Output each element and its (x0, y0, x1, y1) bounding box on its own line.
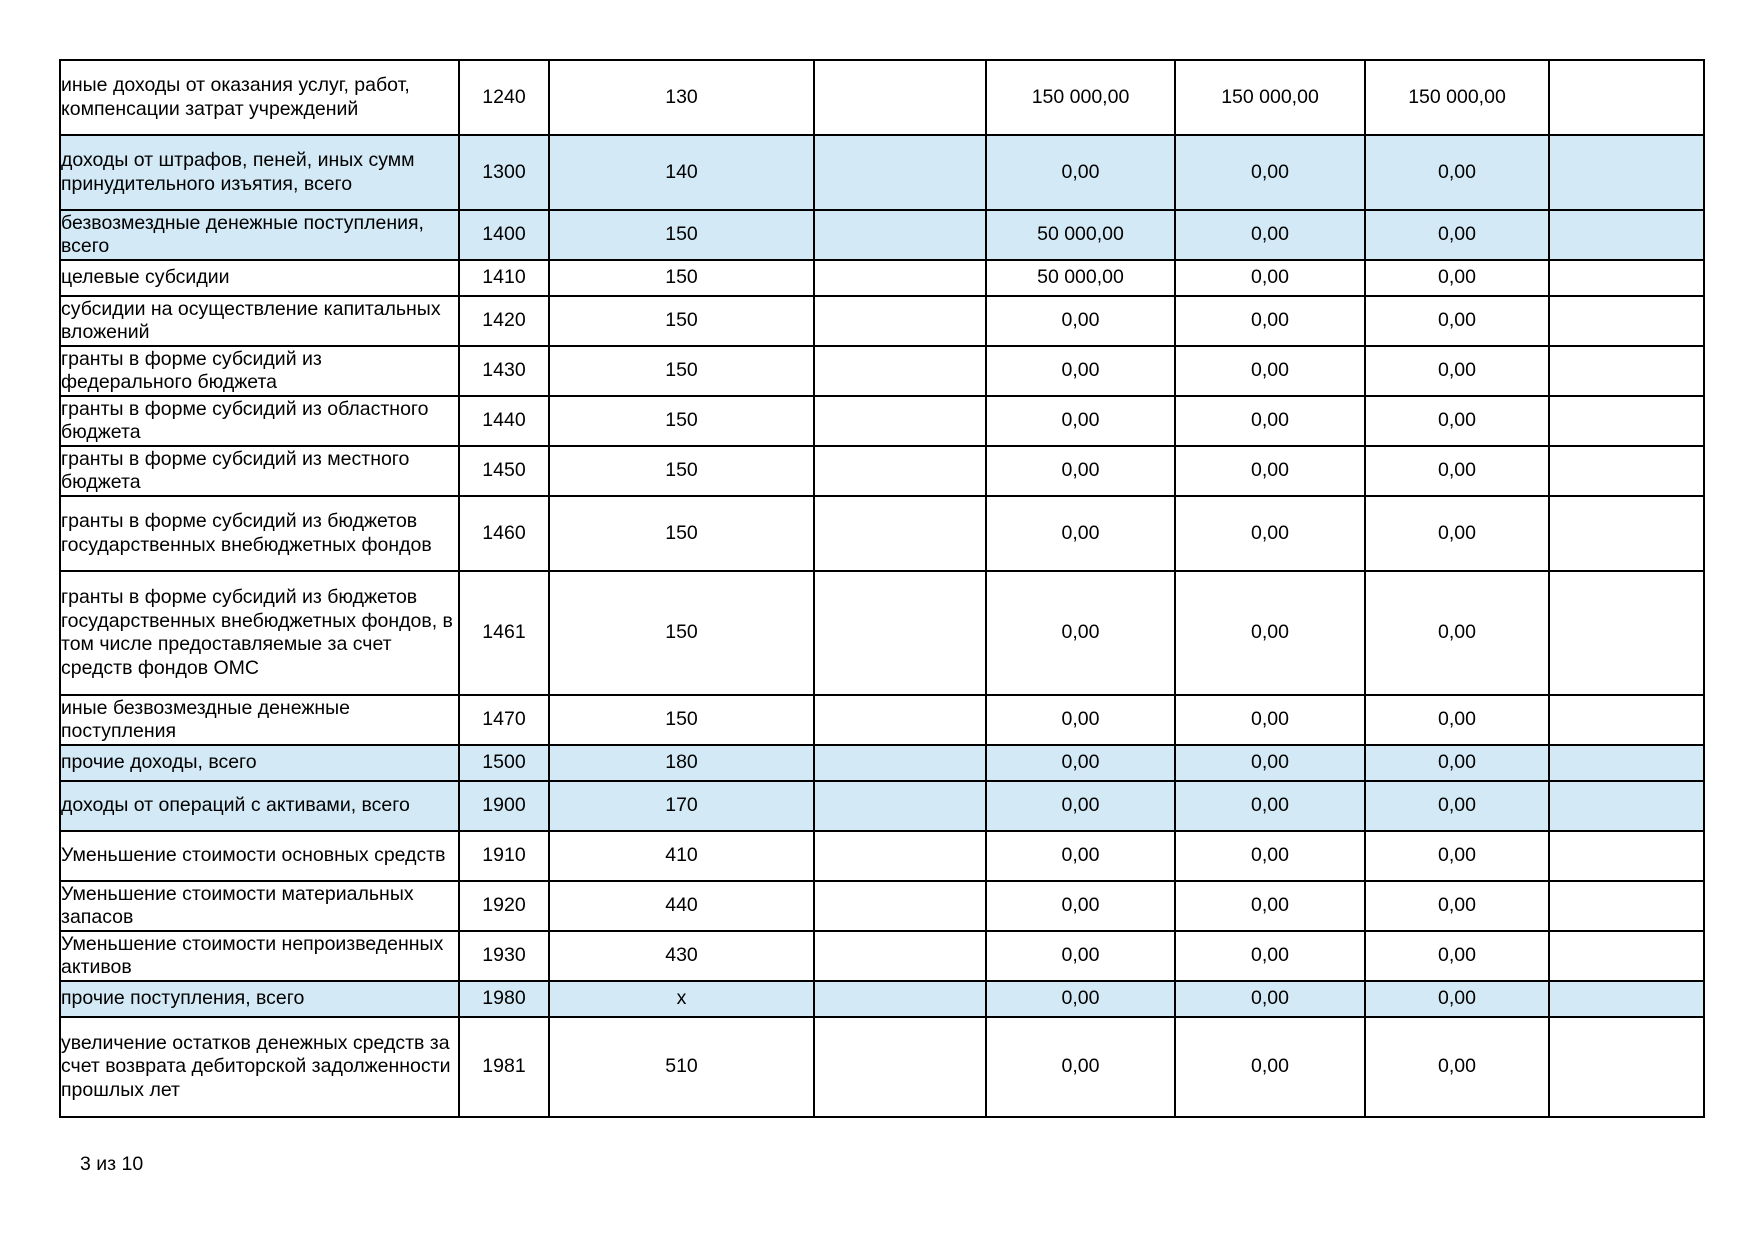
item-name-cell: доходы от операций с активами, всего (60, 781, 459, 831)
amount-cell: 0,00 (1175, 571, 1365, 695)
table-row (60, 210, 1704, 260)
amount-cell: 0,00 (1175, 396, 1365, 446)
table-row (60, 396, 1704, 446)
kbk-code-cell: 150 (549, 396, 814, 446)
item-name-cell: увеличение остатков денежных средств за счет возврата дебиторской задолженности прошлых лет (60, 1017, 459, 1117)
line-code-cell: 1980 (459, 981, 549, 1017)
empty-cell (1549, 296, 1704, 346)
amount-cell: 0,00 (986, 446, 1175, 496)
item-name-cell: Уменьшение стоимости непроизведенных активов (60, 931, 459, 981)
amount-cell: 0,00 (986, 881, 1175, 931)
amount-cell: 0,00 (986, 396, 1175, 446)
amount-cell: 0,00 (1365, 931, 1549, 981)
empty-cell (1549, 931, 1704, 981)
empty-cell (1549, 260, 1704, 296)
amount-cell: 150 000,00 (1175, 60, 1365, 135)
empty-cell (1549, 346, 1704, 396)
kbk-code-cell: 150 (549, 210, 814, 260)
amount-cell: 0,00 (1175, 781, 1365, 831)
empty-cell (1549, 496, 1704, 571)
table-row (60, 446, 1704, 496)
line-code-cell: 1420 (459, 296, 549, 346)
amount-cell: 0,00 (1365, 210, 1549, 260)
amount-cell: 0,00 (1365, 695, 1549, 745)
amount-cell: 0,00 (1175, 931, 1365, 981)
kbk-code-cell: 150 (549, 346, 814, 396)
amount-cell: 0,00 (1365, 396, 1549, 446)
empty-cell (814, 745, 986, 781)
table-row (60, 745, 1704, 781)
kbk-code-cell: 150 (549, 571, 814, 695)
amount-cell: 0,00 (1365, 745, 1549, 781)
amount-cell: 0,00 (986, 781, 1175, 831)
income-report-table (59, 59, 1705, 1118)
item-name-cell: гранты в форме субсидий из областного бюджета (60, 396, 459, 446)
amount-cell: 0,00 (1365, 296, 1549, 346)
amount-cell: 0,00 (1175, 1017, 1365, 1117)
amount-cell: 0,00 (1175, 881, 1365, 931)
amount-cell: 0,00 (986, 346, 1175, 396)
empty-cell (814, 981, 986, 1017)
line-code-cell: 1910 (459, 831, 549, 881)
empty-cell (814, 396, 986, 446)
amount-cell: 0,00 (1175, 446, 1365, 496)
item-name-cell: гранты в форме субсидий из федерального бюджета (60, 346, 459, 396)
table-body (60, 60, 1704, 1117)
table-row (60, 1017, 1704, 1117)
amount-cell: 150 000,00 (1365, 60, 1549, 135)
amount-cell: 0,00 (1365, 571, 1549, 695)
empty-cell (1549, 396, 1704, 446)
amount-cell: 0,00 (1365, 135, 1549, 210)
item-name-cell: доходы от штрафов, пеней, иных сумм принудительного изъятия, всего (60, 135, 459, 210)
amount-cell: 0,00 (1365, 346, 1549, 396)
empty-cell (814, 346, 986, 396)
amount-cell: 0,00 (1175, 695, 1365, 745)
item-name-cell: гранты в форме субсидий из местного бюджета (60, 446, 459, 496)
line-code-cell: 1461 (459, 571, 549, 695)
amount-cell: 0,00 (1175, 496, 1365, 571)
item-name-cell: субсидии на осуществление капитальных вложений (60, 296, 459, 346)
empty-cell (814, 260, 986, 296)
amount-cell: 0,00 (1175, 210, 1365, 260)
empty-cell (814, 695, 986, 745)
amount-cell: 0,00 (1175, 135, 1365, 210)
line-code-cell: 1930 (459, 931, 549, 981)
amount-cell: 50 000,00 (986, 210, 1175, 260)
item-name-cell: гранты в форме субсидий из бюджетов государственных внебюджетных фондов, в том числе предоставляемые за счет средств фондов ОМС (60, 571, 459, 695)
empty-cell (1549, 831, 1704, 881)
table-row (60, 831, 1704, 881)
amount-cell: 0,00 (986, 831, 1175, 881)
table-row (60, 135, 1704, 210)
item-name-cell: прочие доходы, всего (60, 745, 459, 781)
table-row (60, 346, 1704, 396)
amount-cell: 0,00 (1365, 881, 1549, 931)
amount-cell: 0,00 (1175, 981, 1365, 1017)
amount-cell: 0,00 (986, 571, 1175, 695)
kbk-code-cell: 430 (549, 931, 814, 981)
empty-cell (1549, 446, 1704, 496)
table-row (60, 781, 1704, 831)
kbk-code-cell: 130 (549, 60, 814, 135)
amount-cell: 0,00 (1365, 446, 1549, 496)
item-name-cell: иные доходы от оказания услуг, работ, компенсации затрат учреждений (60, 60, 459, 135)
line-code-cell: 1410 (459, 260, 549, 296)
empty-cell (1549, 695, 1704, 745)
amount-cell: 0,00 (1175, 346, 1365, 396)
empty-cell (814, 931, 986, 981)
amount-cell: 0,00 (986, 496, 1175, 571)
amount-cell: 0,00 (1175, 296, 1365, 346)
amount-cell: 0,00 (986, 1017, 1175, 1117)
kbk-code-cell: 410 (549, 831, 814, 881)
item-name-cell: Уменьшение стоимости основных средств (60, 831, 459, 881)
kbk-code-cell: x (549, 981, 814, 1017)
empty-cell (1549, 135, 1704, 210)
kbk-code-cell: 150 (549, 695, 814, 745)
kbk-code-cell: 180 (549, 745, 814, 781)
line-code-cell: 1240 (459, 60, 549, 135)
empty-cell (1549, 781, 1704, 831)
empty-cell (1549, 571, 1704, 695)
table-row (60, 571, 1704, 695)
kbk-code-cell: 170 (549, 781, 814, 831)
amount-cell: 0,00 (1175, 260, 1365, 296)
empty-cell (1549, 60, 1704, 135)
table-row (60, 496, 1704, 571)
amount-cell: 0,00 (986, 296, 1175, 346)
kbk-code-cell: 510 (549, 1017, 814, 1117)
line-code-cell: 1920 (459, 881, 549, 931)
line-code-cell: 1981 (459, 1017, 549, 1117)
table-row (60, 296, 1704, 346)
empty-cell (1549, 1017, 1704, 1117)
page-counter: 3 из 10 (80, 1153, 144, 1175)
amount-cell: 0,00 (1365, 781, 1549, 831)
empty-cell (814, 1017, 986, 1117)
line-code-cell: 1470 (459, 695, 549, 745)
empty-cell (1549, 981, 1704, 1017)
line-code-cell: 1460 (459, 496, 549, 571)
amount-cell: 0,00 (1175, 745, 1365, 781)
table-row (60, 881, 1704, 931)
table-row (60, 695, 1704, 745)
amount-cell: 0,00 (1365, 260, 1549, 296)
item-name-cell: целевые субсидии (60, 260, 459, 296)
kbk-code-cell: 150 (549, 296, 814, 346)
line-code-cell: 1450 (459, 446, 549, 496)
item-name-cell: прочие поступления, всего (60, 981, 459, 1017)
empty-cell (1549, 745, 1704, 781)
amount-cell: 0,00 (1365, 981, 1549, 1017)
empty-cell (814, 496, 986, 571)
amount-cell: 0,00 (1365, 496, 1549, 571)
line-code-cell: 1400 (459, 210, 549, 260)
empty-cell (814, 881, 986, 931)
kbk-code-cell: 150 (549, 446, 814, 496)
empty-cell (814, 210, 986, 260)
empty-cell (814, 571, 986, 695)
empty-cell (814, 60, 986, 135)
line-code-cell: 1900 (459, 781, 549, 831)
kbk-code-cell: 150 (549, 496, 814, 571)
table-row (60, 931, 1704, 981)
table-row (60, 60, 1704, 135)
item-name-cell: Уменьшение стоимости материальных запасов (60, 881, 459, 931)
line-code-cell: 1300 (459, 135, 549, 210)
empty-cell (814, 296, 986, 346)
amount-cell: 0,00 (1365, 831, 1549, 881)
empty-cell (814, 831, 986, 881)
line-code-cell: 1500 (459, 745, 549, 781)
amount-cell: 0,00 (986, 931, 1175, 981)
empty-cell (1549, 881, 1704, 931)
kbk-code-cell: 150 (549, 260, 814, 296)
item-name-cell: безвозмездные денежные поступления, всего (60, 210, 459, 260)
table-row (60, 260, 1704, 296)
amount-cell: 0,00 (1365, 1017, 1549, 1117)
amount-cell: 50 000,00 (986, 260, 1175, 296)
amount-cell: 0,00 (986, 745, 1175, 781)
kbk-code-cell: 440 (549, 881, 814, 931)
empty-cell (814, 446, 986, 496)
line-code-cell: 1430 (459, 346, 549, 396)
amount-cell: 0,00 (1175, 831, 1365, 881)
table-row (60, 981, 1704, 1017)
empty-cell (814, 781, 986, 831)
kbk-code-cell: 140 (549, 135, 814, 210)
amount-cell: 0,00 (986, 135, 1175, 210)
empty-cell (814, 135, 986, 210)
item-name-cell: гранты в форме субсидий из бюджетов государственных внебюджетных фондов (60, 496, 459, 571)
amount-cell: 150 000,00 (986, 60, 1175, 135)
amount-cell: 0,00 (986, 981, 1175, 1017)
item-name-cell: иные безвозмездные денежные поступления (60, 695, 459, 745)
amount-cell: 0,00 (986, 695, 1175, 745)
empty-cell (1549, 210, 1704, 260)
line-code-cell: 1440 (459, 396, 549, 446)
